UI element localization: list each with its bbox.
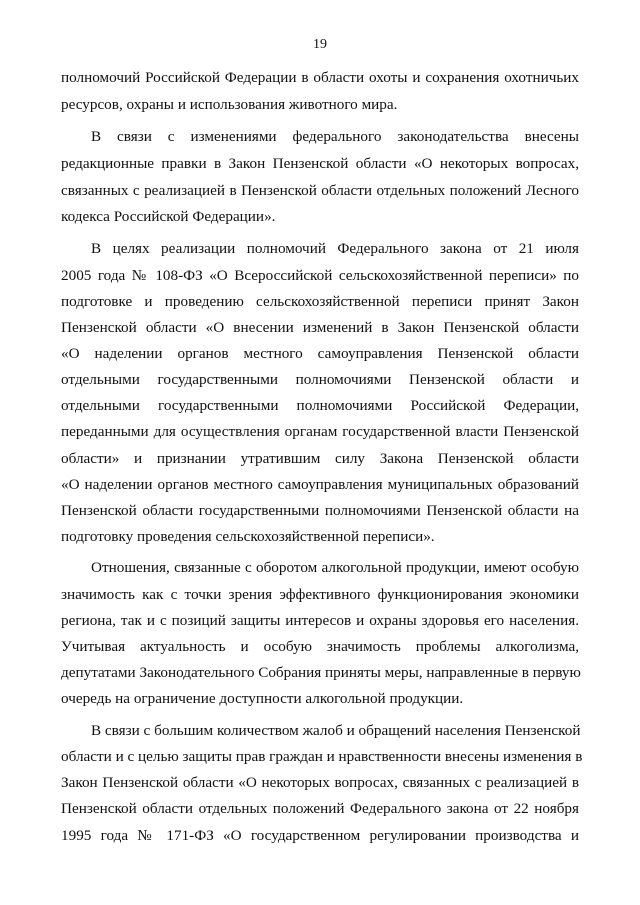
text-line: подготовке и проведению сельскохозяйственной переписи принят Закон bbox=[61, 293, 579, 310]
text-line: полномочий Российской Федерации в области охоты и сохранения охотничьих bbox=[61, 69, 579, 86]
text-line: Пензенской области отдельных положений Федерального закона от 22 ноября bbox=[61, 800, 579, 817]
text-line: значимость как с точки зрения эффективного функционирования экономики bbox=[61, 586, 579, 603]
text-line: 2005 года № 108-ФЗ «О Всероссийской сельскохозяйственной переписи» по bbox=[61, 267, 579, 284]
text-line: Пензенской области государственными полномочиями Пензенской области на bbox=[61, 502, 579, 519]
text-line: В целях реализации полномочий Федерального закона от 21 июля bbox=[91, 240, 579, 257]
text-line: депутатами Законодательного Собрания приняты меры, направленные в первую bbox=[61, 664, 581, 681]
text-line: региона, так и с позиций защиты интересов и охраны здоровья его населения. bbox=[61, 612, 579, 629]
text-line: «О наделении органов местного самоуправления муниципальных образований bbox=[61, 476, 579, 493]
text-line: связанных с реализацией в Пензенской области отдельных положений Лесного bbox=[61, 182, 579, 199]
text-line: 1995 года № 171-ФЗ «О государственном регулировании производства и bbox=[61, 827, 579, 844]
text-line: Отношения, связанные с оборотом алкогольной продукции, имеют особую bbox=[91, 559, 579, 576]
text-line: переданными для осуществления органам государственной власти Пензенской bbox=[61, 423, 579, 440]
page-number: 19 bbox=[313, 37, 327, 52]
text-line: ресурсов, охраны и использования животного мира. bbox=[61, 96, 398, 113]
text-line: кодекса Российской Федерации». bbox=[61, 208, 276, 225]
text-line: редакционные правки в Закон Пензенской области «О некоторых вопросах, bbox=[61, 155, 579, 172]
text-line: В связи с изменениями федерального законодательства внесены bbox=[91, 128, 579, 145]
text-line: отдельными государственными полномочиями Пензенской области и bbox=[61, 371, 579, 388]
text-line: подготовку проведения сельскохозяйственной переписи». bbox=[61, 528, 435, 545]
text-line: Закон Пензенской области «О некоторых вопросах, связанных с реализацией в bbox=[61, 774, 579, 791]
text-line: области и с целью защиты прав граждан и нравственности внесены изменения в bbox=[61, 748, 583, 765]
text-line: отдельными государственными полномочиями Российской Федерации, bbox=[61, 397, 579, 414]
text-line: Учитывая актуальность и особую значимость проблемы алкоголизма, bbox=[61, 638, 579, 655]
text-line: очередь на ограничение доступности алкогольной продукции. bbox=[61, 690, 464, 707]
text-line: области» и признании утратившим силу Закона Пензенской области bbox=[61, 450, 579, 467]
text-line: Пензенской области «О внесении изменений в Закон Пензенской области bbox=[61, 319, 579, 336]
text-line: «О наделении органов местного самоуправления Пензенской области bbox=[61, 345, 579, 362]
text-line: В связи с большим количеством жалоб и обращений населения Пензенской bbox=[91, 722, 581, 739]
